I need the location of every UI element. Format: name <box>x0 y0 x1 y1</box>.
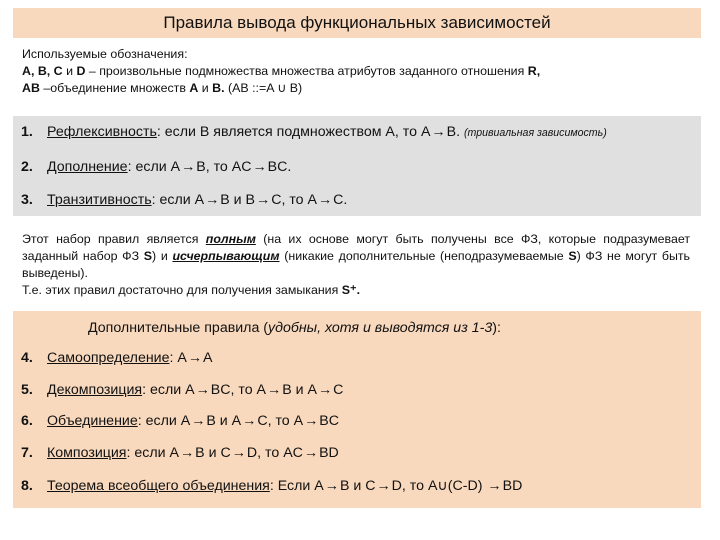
arrow-icon: → <box>187 350 203 366</box>
arrow-icon: → <box>487 478 502 494</box>
arrow-icon: → <box>303 445 319 461</box>
rule-transitivity: 3. Транзитивность: если A→B и B→C, то A→C. <box>21 192 348 208</box>
rule-name: Дополнение <box>47 159 128 175</box>
notation-line-1: A, B, C и D – произвольные подмножества множества атрибутов заданного отношения R, <box>22 64 541 78</box>
arrow-icon: → <box>317 192 333 208</box>
rule-union: 6. Объединение: если A→B и A→C, то A→BC <box>21 413 339 429</box>
arrow-icon: → <box>231 445 246 461</box>
additional-rules-heading: Дополнительные правила (удобны, хотя и выводятся из 1-3): <box>88 320 501 336</box>
arrow-icon: → <box>179 445 195 461</box>
arrow-icon: → <box>242 413 257 429</box>
arrow-icon: → <box>304 413 319 429</box>
slide-title: Правила вывода функциональных зависимостей <box>13 8 701 38</box>
arrow-icon: → <box>191 413 206 429</box>
arrow-icon: → <box>256 192 271 208</box>
main-rules-panel <box>13 116 701 216</box>
notation-heading: Используемые обозначения: <box>22 47 188 61</box>
additional-rules-panel <box>13 311 701 508</box>
arrow-icon: → <box>317 382 333 398</box>
rule-composition: 7. Композиция: если A→B и C→D, то AC→BD <box>21 445 339 461</box>
rule-name: Рефлексивность <box>47 124 157 140</box>
notation-block <box>22 46 702 97</box>
arrow-icon: → <box>267 382 282 398</box>
rule-decomposition: 5. Декомпозиция: если A→BC, то A→B и A→C <box>21 382 344 398</box>
arrow-icon: → <box>195 382 210 398</box>
notation-line-2: AB –объединение множеств A и B. (AB ::=A ∪ B) <box>22 81 303 95</box>
completeness-paragraph: Этот набор правил является полным (на их основе могут быть получены все ФЗ, которые подразумевает заданный набор ФЗ S) и исчерпывающим (никакие дополнительные (неподразумеваемые S) ФЗ не могут быть выведены). Т.е. этих правил достаточно для получения замыкания S⁺. <box>22 232 691 297</box>
arrow-icon: → <box>376 478 391 494</box>
rule-general-union-theorem: 8. Теорема всеобщего объединения: Если A→B и C→D, то A∪(C-D) →BD <box>21 478 523 494</box>
arrow-icon: → <box>252 159 267 175</box>
arrow-icon: → <box>205 192 220 208</box>
arrow-icon: → <box>431 124 446 140</box>
rule-note: (тривиальная зависимость) <box>463 127 607 139</box>
rule-name: Транзитивность <box>47 192 152 208</box>
rule-reflexivity: 1. Рефлексивность: если B является подмножеством A, то A→B. (тривиальная зависимость) <box>21 124 607 140</box>
arrow-icon: → <box>181 159 196 175</box>
rule-augmentation: 2. Дополнение: если A→B, то AC→BC. <box>21 159 292 175</box>
arrow-icon: → <box>324 478 339 494</box>
rule-self-determination: 4. Самоопределение: A→A <box>21 350 213 366</box>
